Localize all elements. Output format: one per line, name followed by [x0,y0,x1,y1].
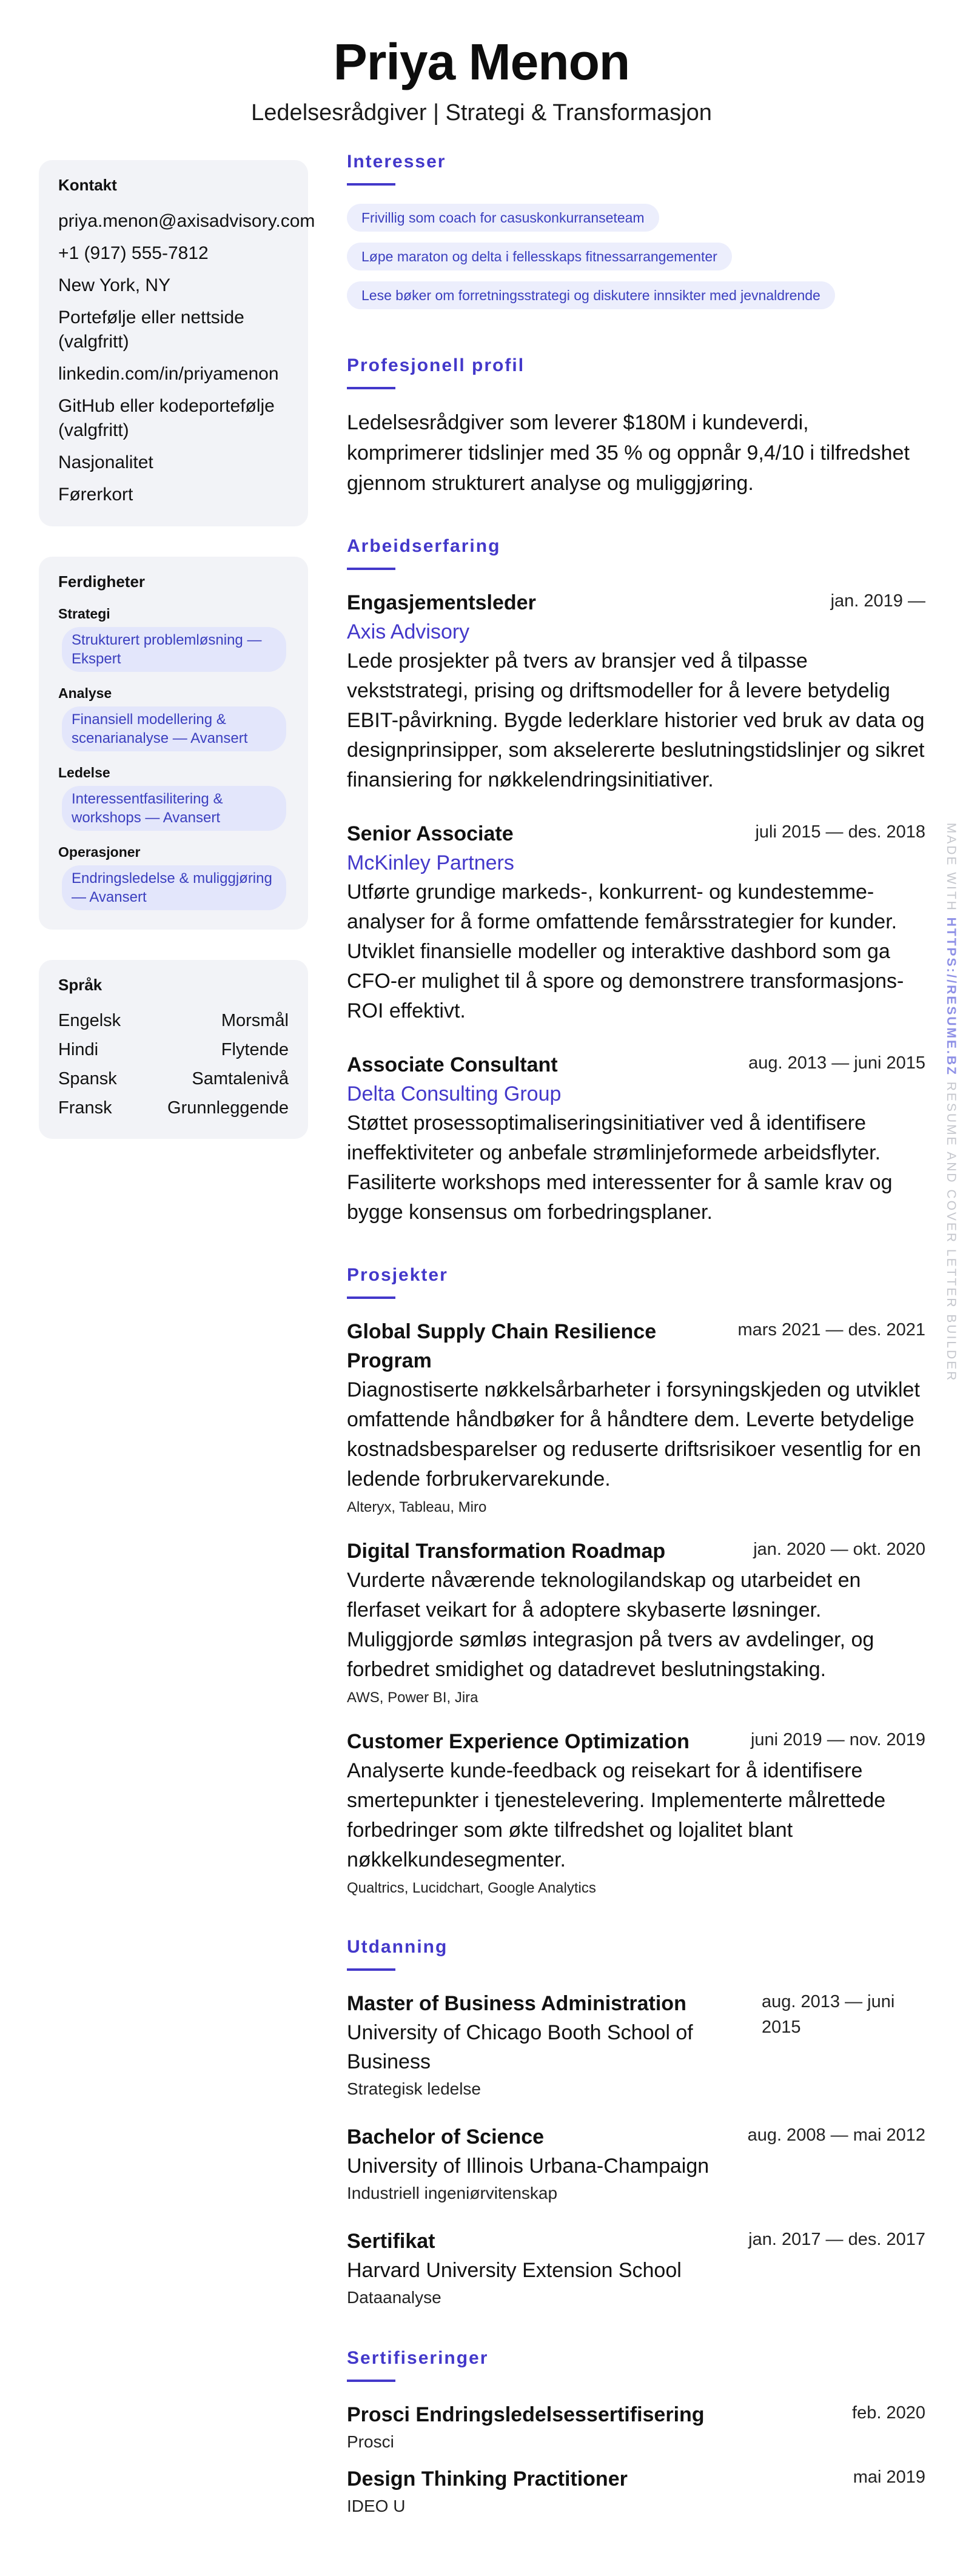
experience-entry [347,1050,925,1227]
certification-name: Design Thinking Practitioner [347,2467,628,2490]
watermark-link[interactable]: HTTPS://RESUME.BZ [944,917,958,1076]
language-row [58,1038,289,1061]
section-divider [347,1296,395,1299]
interest-pill: Frivillig som coach for casuskonkurranseteam [347,204,659,232]
certification-name: Prosci Endringsledelsessertifisering [347,2403,705,2426]
language-name: Fransk [58,1098,112,1118]
project-description: Vurderte nåværende teknologilandskap og utarbeidet en flerfaset veikart for å adoptere skybaserte løsninger. Muliggjorde sømløs integrasjon på tvers av avdelinger, og forbedret smidighet og datadrevet beslutningstaking. [347,1569,874,1681]
project-tools: AWS, Power BI, Jira [347,1689,478,1706]
language-name: Hindi [58,1040,99,1059]
project-name: Customer Experience Optimization [347,1730,690,1753]
certification-entry [347,2400,925,2455]
section-divider [347,387,395,389]
section-heading: Sertifiseringer [347,2348,489,2368]
section-heading: Arbeidserfaring [347,536,501,556]
job-dates: aug. 2013 — juni 2015 [748,1053,925,1073]
main-content [347,152,925,2519]
skills-card [39,557,308,930]
resume-header [0,32,963,127]
contact-phone[interactable]: +1 (917) 555-7812 [58,243,209,263]
interest-pill: Løpe maraton og delta i fellesskaps fitnessarrangementer [347,243,732,270]
job-description: Støttet prosessoptimaliseringsinitiativer ved å identifisere ineffektiviteter og anbefale strømlinjeformede arbeidsflyter. Fasiliterte workshops med interessenter for å samle krav og bygge konsensus om forbedringsplaner. [347,1112,893,1224]
section-heading: Utdanning [347,1937,448,1957]
sidebar [39,160,315,1169]
skill-group-title: Strategi [58,606,110,622]
watermark-suffix: RESUME AND COVER LETTER BUILDER [944,1081,958,1383]
education-dates: aug. 2008 — mai 2012 [747,2125,925,2145]
skill-pill: Interessentfasilitering & workshops — Avansert [62,786,286,831]
contact-heading: Kontakt [58,176,117,194]
language-level: Samtalenivå [192,1069,289,1088]
job-role: Senior Associate [347,822,514,845]
job-dates: juli 2015 — des. 2018 [755,822,925,842]
language-name: Engelsk [58,1011,121,1030]
education-dates: jan. 2017 — des. 2017 [748,2230,925,2249]
profile-summary: Ledelsesrådgiver som leverer $180M i kundeverdi, komprimerer tidslinjer med 35 % og oppnår 9,4/10 i tilfredshet gjennom strukturert analyse og muliggjøring. [347,411,910,495]
degree-name: Sertifikat [347,2230,435,2253]
job-role: Engasjementsleder [347,591,536,614]
job-description: Utførte grundige markeds-, konkurrent- og kundestemme-analyser for å forme omfattende femårsstrategier for kunder. Utviklet finansielle modeller og interaktive dashbord som ga CFO-er mulighet til å spore og demonstrere transformasjons-ROI effektivt. [347,880,904,1022]
skill-group-title: Ledelse [58,765,110,780]
interest-pill: Lese bøker om forretningsstrategi og diskutere innsikter med jevnaldrende [347,281,835,309]
job-role: Associate Consultant [347,1053,558,1076]
project-tools: Qualtrics, Lucidchart, Google Analytics [347,1880,596,1896]
certification-entry [347,2464,925,2519]
section-heading: Prosjekter [347,1265,448,1285]
education-section [347,1937,925,2310]
watermark-prefix: MADE WITH [944,822,958,912]
section-heading: Interesser [347,152,446,172]
builder-watermark [944,823,958,1383]
skill-pill: Finansiell modellering & scenarianalyse — Avansert [62,706,286,751]
school-name: Harvard University Extension School [347,2259,682,2282]
certifications-section [347,2348,925,2519]
job-company: Delta Consulting Group [347,1082,562,1105]
skills-heading: Ferdigheter [58,572,146,591]
contact-portfolio[interactable]: Portefølje eller nettside (valgfritt) [58,307,244,352]
section-divider [347,2380,395,2382]
project-description: Analyserte kunde-feedback og reisekart for å identifisere smertepunkter i tjenestelevering. Implementerte målrettede forbedringer som økte tilfredshet og lojalitet blant nøkkelkundesegmenter. [347,1759,886,1871]
project-tools: Alteryx, Tableau, Miro [347,1499,487,1515]
profile-section [347,355,925,498]
school-name: University of Illinois Urbana-Champaign [347,2155,710,2178]
interests-section [347,152,925,320]
project-name: Global Supply Chain Resilience Program [347,1320,657,1372]
project-entry [347,1727,925,1899]
experience-entry [347,819,925,1026]
contact-github[interactable]: GitHub eller kodeportefølje (valgfritt) [58,396,275,440]
project-entry [347,1317,925,1518]
project-dates: jan. 2020 — okt. 2020 [753,1540,925,1559]
certification-date: mai 2019 [853,2467,925,2487]
degree-name: Bachelor of Science [347,2125,545,2148]
language-level: Flytende [221,1040,289,1059]
candidate-title: Ledelsesrådgiver | Strategi & Transformasjon [251,100,712,126]
contact-location: New York, NY [58,275,171,295]
contact-card [39,160,315,526]
skill-pill: Endringsledelse & muliggjøring — Avansert [62,865,286,910]
section-heading: Profesjonell profil [347,355,525,375]
candidate-name: Priya Menon [333,33,630,90]
project-dates: juni 2019 — nov. 2019 [750,1730,925,1749]
contact-email[interactable]: priya.menon@axisadvisory.com [58,211,315,231]
field-of-study: Industriell ingeniørvitenskap [347,2184,558,2202]
certification-issuer: IDEO U [347,2497,406,2515]
degree-name: Master of Business Administration [347,1992,686,2015]
project-dates: mars 2021 — des. 2021 [737,1320,925,1340]
experience-entry [347,588,925,795]
education-dates: aug. 2013 — juni 2015 [762,1992,895,2037]
language-row [58,1067,289,1090]
job-dates: jan. 2019 — [830,591,925,611]
experience-section [347,536,925,1227]
field-of-study: Dataanalyse [347,2288,441,2307]
section-divider [347,183,395,186]
project-name: Digital Transformation Roadmap [347,1540,666,1563]
section-divider [347,1968,395,1971]
language-row [58,1009,289,1032]
job-company: McKinley Partners [347,851,514,874]
languages-heading: Språk [58,976,102,994]
projects-section [347,1265,925,1899]
job-description: Lede prosjekter på tvers av bransjer ved å tilpasse vekststrategi, prising og driftsmodeller for å levere betydelig EBIT-påvirkning. Bygde lederklare historier ved bruk av data og designprinsipper, som akselererte beslutningstidslinjer og sikret finansiering for nøkkelendringsinitiativer. [347,649,925,791]
contact-linkedin[interactable]: linkedin.com/in/priyamenon [58,364,279,384]
project-entry [347,1537,925,1709]
contact-nationality: Nasjonalitet [58,452,153,472]
project-description: Diagnostiserte nøkkelsårbarheter i forsyningskjeden og utviklet omfattende håndbøker for å håndtere dem. Leverte betydelige kostnadsbesparelser og reduserte driftsrisikoer vesentlig for en ledende forbrukervarekunde. [347,1378,921,1491]
certification-date: feb. 2020 [852,2403,925,2423]
education-entry [347,2122,925,2206]
job-company: Axis Advisory [347,620,470,643]
skill-group-title: Operasjoner [58,844,141,860]
section-divider [347,568,395,570]
skill-group-title: Analyse [58,685,112,701]
language-level: Morsmål [221,1011,289,1030]
language-level: Grunnleggende [167,1098,289,1118]
certification-issuer: Prosci [347,2432,394,2451]
field-of-study: Strategisk ledelse [347,2079,481,2098]
skill-pill: Strukturert problemløsning — Ekspert [62,627,286,672]
school-name: University of Chicago Booth School of Business [347,2021,693,2073]
contact-license: Førerkort [58,485,133,505]
education-entry [347,2227,925,2310]
language-row [58,1096,289,1119]
education-entry [347,1989,925,2102]
languages-card [39,960,308,1139]
language-name: Spansk [58,1069,117,1088]
